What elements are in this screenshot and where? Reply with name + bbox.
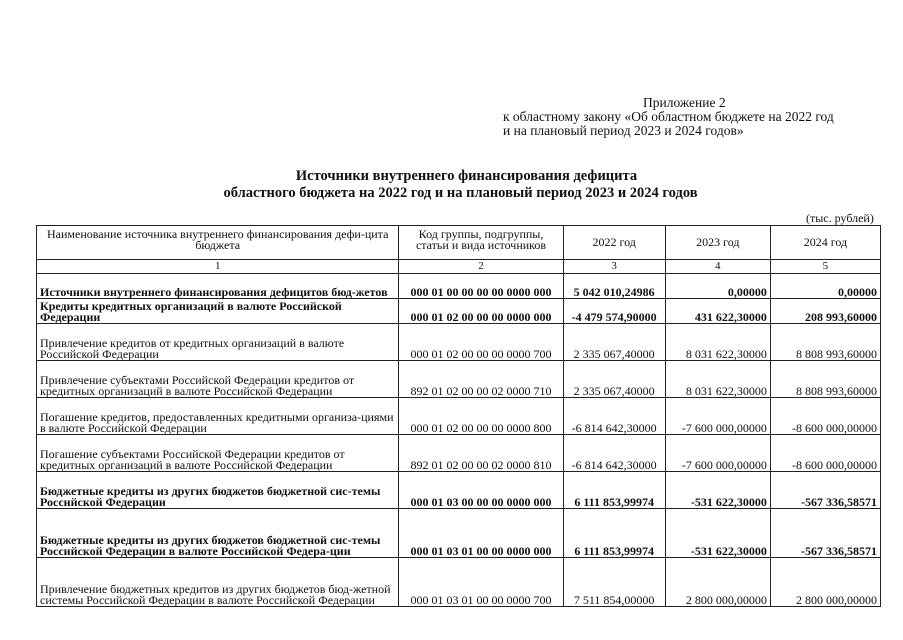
row-code: 892 01 02 00 00 02 0000 710 <box>399 361 563 398</box>
table-row <box>37 509 881 558</box>
row-value-2022: 2 335 067,40000 <box>563 324 665 361</box>
header-year-2023: 2023 год <box>665 226 770 260</box>
appendix-header <box>503 96 834 138</box>
table-header-row <box>37 226 881 260</box>
header-name: Наименование источника внутреннего финансирования дефи-цита бюджета <box>37 226 399 260</box>
row-name: Источники внутреннего финансирования дефицитов бюд-жетов <box>37 274 399 299</box>
financing-sources-table <box>36 225 881 607</box>
row-name: Привлечение бюджетных кредитов из других бюджетов бюд-жетной системы Российской Федерации в валюте Российской Федерации <box>37 558 399 607</box>
row-value-2022: 5 042 010,24986 <box>563 274 665 299</box>
row-value-2023: 0,00000 <box>665 274 770 299</box>
row-code: 000 01 00 00 00 00 0000 000 <box>399 274 563 299</box>
row-value-2022: -6 814 642,30000 <box>563 435 665 472</box>
column-number: 3 <box>563 260 665 274</box>
row-value-2023: -531 622,30000 <box>665 472 770 509</box>
row-value-2023: 2 800 000,00000 <box>665 558 770 607</box>
row-name: Привлечение кредитов от кредитных организаций в валюте Российской Федерации <box>37 324 399 361</box>
document-title <box>0 168 903 202</box>
column-number: 4 <box>665 260 770 274</box>
row-value-2022: -4 479 574,90000 <box>563 299 665 324</box>
table-row <box>37 299 881 324</box>
row-value-2024: -8 600 000,00000 <box>770 435 880 472</box>
document-title-line-2: областного бюджета на 2022 год и на плановый период 2023 и 2024 годов <box>223 185 698 201</box>
row-name: Бюджетные кредиты из других бюджетов бюджетной сис-темы Российской Федерации <box>37 472 399 509</box>
header-code: Код группы, подгруппы, статьи и вида источников <box>399 226 563 260</box>
row-code: 000 01 02 00 00 00 0000 000 <box>399 299 563 324</box>
row-code: 000 01 03 01 00 00 0000 700 <box>399 558 563 607</box>
table-row <box>37 435 881 472</box>
row-value-2022: -6 814 642,30000 <box>563 398 665 435</box>
row-code: 000 01 03 01 00 00 0000 000 <box>399 509 563 558</box>
row-code: 000 01 03 00 00 00 0000 000 <box>399 472 563 509</box>
row-value-2024: -8 600 000,00000 <box>770 398 880 435</box>
row-value-2023: -7 600 000,00000 <box>665 398 770 435</box>
column-number: 5 <box>770 260 880 274</box>
row-value-2024: -567 336,58571 <box>770 472 880 509</box>
document-title-line-1: Источники внутреннего финансирования дефицита <box>295 168 638 184</box>
row-value-2022: 7 511 854,00000 <box>563 558 665 607</box>
row-value-2023: 8 031 622,30000 <box>665 361 770 398</box>
table-row <box>37 274 881 299</box>
appendix-label: Приложение 2 <box>643 95 726 110</box>
row-code: 892 01 02 00 00 02 0000 810 <box>399 435 563 472</box>
row-value-2024: 208 993,60000 <box>770 299 880 324</box>
row-code: 000 01 02 00 00 00 0000 700 <box>399 324 563 361</box>
row-value-2024: 0,00000 <box>770 274 880 299</box>
appendix-period-reference: и на плановый период 2023 и 2024 годов» <box>503 123 744 138</box>
units-note: (тыс. рублей) <box>806 211 874 225</box>
column-number: 2 <box>399 260 563 274</box>
row-name: Бюджетные кредиты из других бюджетов бюджетной сис-темы Российской Федерации в валюте Российской Федера-ции <box>37 509 399 558</box>
row-value-2023: 431 622,30000 <box>665 299 770 324</box>
table-row <box>37 361 881 398</box>
header-year-2022: 2022 год <box>563 226 665 260</box>
row-value-2024: -567 336,58571 <box>770 509 880 558</box>
column-number-row <box>37 260 881 274</box>
row-code: 000 01 02 00 00 00 0000 800 <box>399 398 563 435</box>
row-value-2023: 8 031 622,30000 <box>665 324 770 361</box>
row-value-2024: 8 808 993,60000 <box>770 361 880 398</box>
row-value-2022: 6 111 853,99974 <box>563 509 665 558</box>
row-value-2023: -531 622,30000 <box>665 509 770 558</box>
row-name: Привлечение субъектами Российской Федерации кредитов от кредитных организаций в валюте Российской Федерации <box>37 361 399 398</box>
table-row <box>37 324 881 361</box>
column-number: 1 <box>37 260 399 274</box>
row-name: Погашение субъектами Российской Федерации кредитов от кредитных организаций в валюте Российской Федерации <box>37 435 399 472</box>
appendix-law-reference: к областному закону «Об областном бюджете на 2022 год <box>503 109 834 124</box>
row-value-2023: -7 600 000,00000 <box>665 435 770 472</box>
row-name: Погашение кредитов, предоставленных кредитными организа-циями в валюте Российской Федерации <box>37 398 399 435</box>
row-value-2022: 2 335 067,40000 <box>563 361 665 398</box>
table-row <box>37 472 881 509</box>
row-value-2024: 2 800 000,00000 <box>770 558 880 607</box>
row-value-2024: 8 808 993,60000 <box>770 324 880 361</box>
row-value-2022: 6 111 853,99974 <box>563 472 665 509</box>
table-row <box>37 558 881 607</box>
header-year-2024: 2024 год <box>770 226 880 260</box>
table-row <box>37 398 881 435</box>
row-name: Кредиты кредитных организаций в валюте Российской Федерации <box>37 299 399 324</box>
